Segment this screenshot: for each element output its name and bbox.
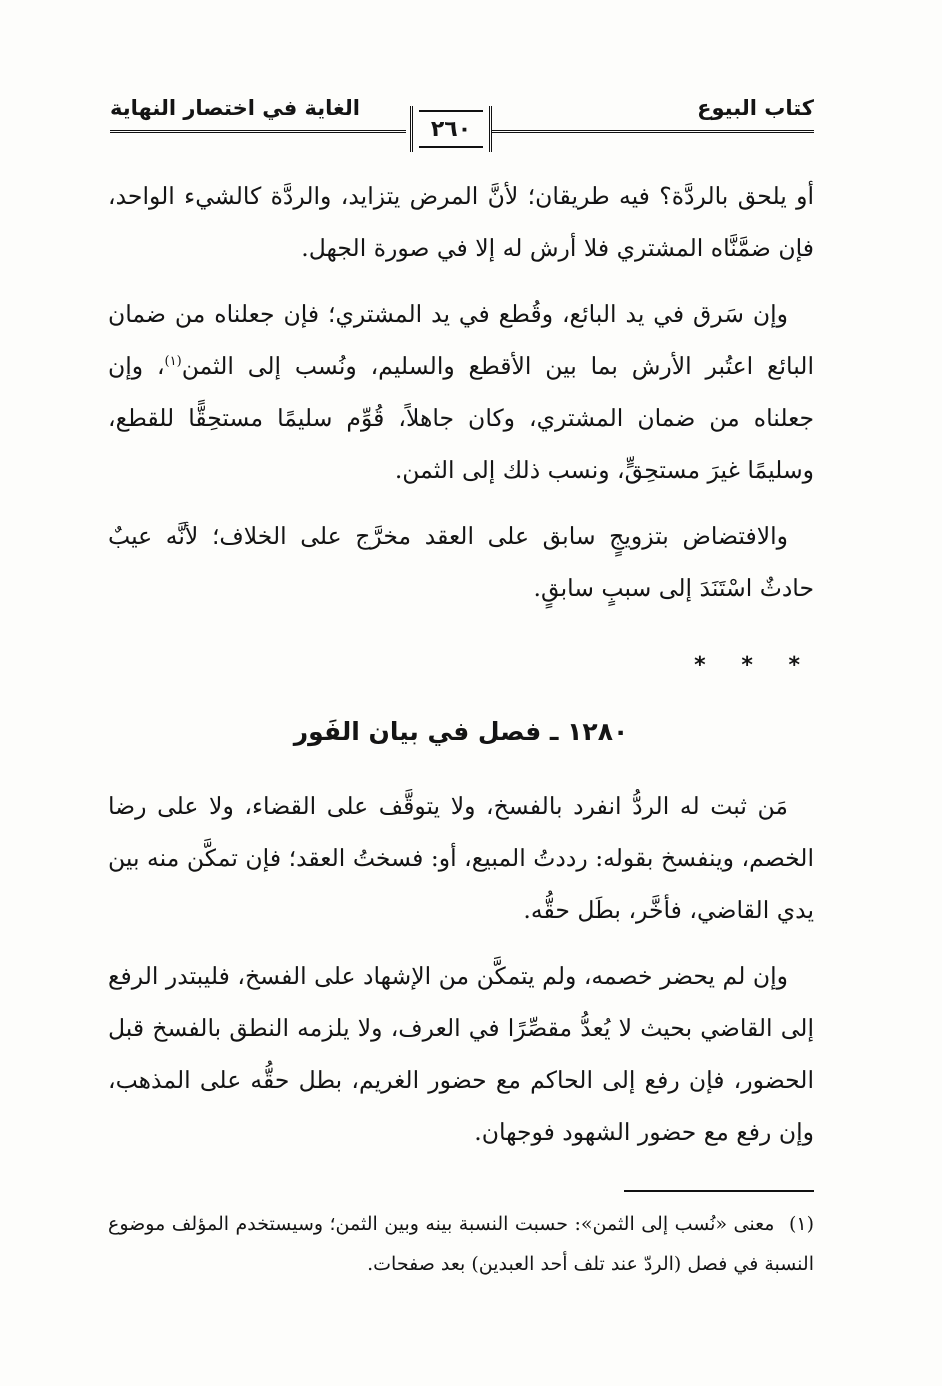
- paragraph-text: وإن جعلناه من ضمان المشتري، وكان جاهلاً، قُوِّم سليمًا مستحِقًّا للقطع، وسليمًا غيرَ مستحِقٍّ، ونسب ذلك إلى الثمن.: [108, 352, 814, 484]
- header-rule-right: [492, 130, 814, 133]
- paragraph: أو يلحق بالردَّة؟ فيه طريقان؛ لأنَّ المرض يتزايد، والردَّة كالشيء الواحد، فإن ضمَّنَّاه المشتري فلا أرش له إلا في صورة الجهل.: [108, 182, 814, 262]
- running-header-section: كتاب البيوع: [697, 96, 814, 120]
- footnote-divider: [624, 1190, 814, 1192]
- section-separator: * * *: [694, 653, 814, 678]
- header-rule-left: [110, 130, 406, 133]
- paragraph: وإن سَرق في يد البائع، وقُطع في يد المشتري؛ فإن جعلناه من ضمان البائع اعتُبر الأرش بما بين الأقطع والسليم، ونُسب إلى الثمن$^{(١)}$، وإن جعلناه من ضمان المشتري، وكان جاهلاً، قُوِّم سليمًا مستحِقًّا للقطع، وسليمًا غيرَ مستحِقٍّ، ونسب ذلك إلى الثمن.: [108, 300, 814, 484]
- paragraph-text: وإن سَرق في يد البائع، وقُطع في يد المشتري؛ فإن جعلناه من ضمان البائع اعتُبر الأرش بما بين الأقطع والسليم، ونُسب إلى الثمن: [108, 300, 814, 380]
- section-heading: ١٢٨٠ ـ فصل في بيان الفَور: [293, 717, 629, 746]
- paragraph: مَن ثبت له الردُّ انفرد بالفسخ، ولا يتوقَّف على القضاء، ولا على رضا الخصم، وينفسخ بقوله: رددتُ المبيع، أو: فسختُ العقد؛ فإن تمكَّن منه بين يدي القاضي، فأخَّر، بطَل حقُّه.: [108, 792, 814, 924]
- footnote: [108, 1204, 814, 1284]
- paragraph: وإن لم يحضر خصمه، ولم يتمكَّن من الإشهاد على الفسخ، فليبتدر الرفع إلى القاضي بحيث لا يُعدُّ مقصِّرًا في العرف، ولا يلزمه النطق بالفسخ قبل الحضور، فإن رفع إلى الحاكم مع حضور الغريم، بطل حقُّه على المذهب، وإن رفع مع حضور الشهود فوجهان.: [108, 962, 814, 1146]
- page-number-box: [410, 106, 492, 152]
- page-number: ٢٦٠: [430, 116, 472, 142]
- main-text: [108, 170, 814, 1172]
- footnote-number: (١): [788, 1213, 814, 1235]
- footnote-text: معنى «نُسب إلى الثمن»: حسبت النسبة بينه وبين الثمن؛ وسيستخدم المؤلف موضوع النسبة في فصل (الردّ عند تلف أحد العبدين) بعد صفحات.: [108, 1213, 814, 1275]
- running-header-title: الغاية في اختصار النهاية: [110, 96, 360, 120]
- paragraph: والافتضاض بتزويجٍ سابق على العقد مخرَّج على الخلاف؛ لأنَّه عيبٌ حادثٌ اسْتَنَدَ إلى سببٍ سابقٍ.: [108, 522, 814, 602]
- footnote-reference[interactable]: (١): [164, 354, 182, 370]
